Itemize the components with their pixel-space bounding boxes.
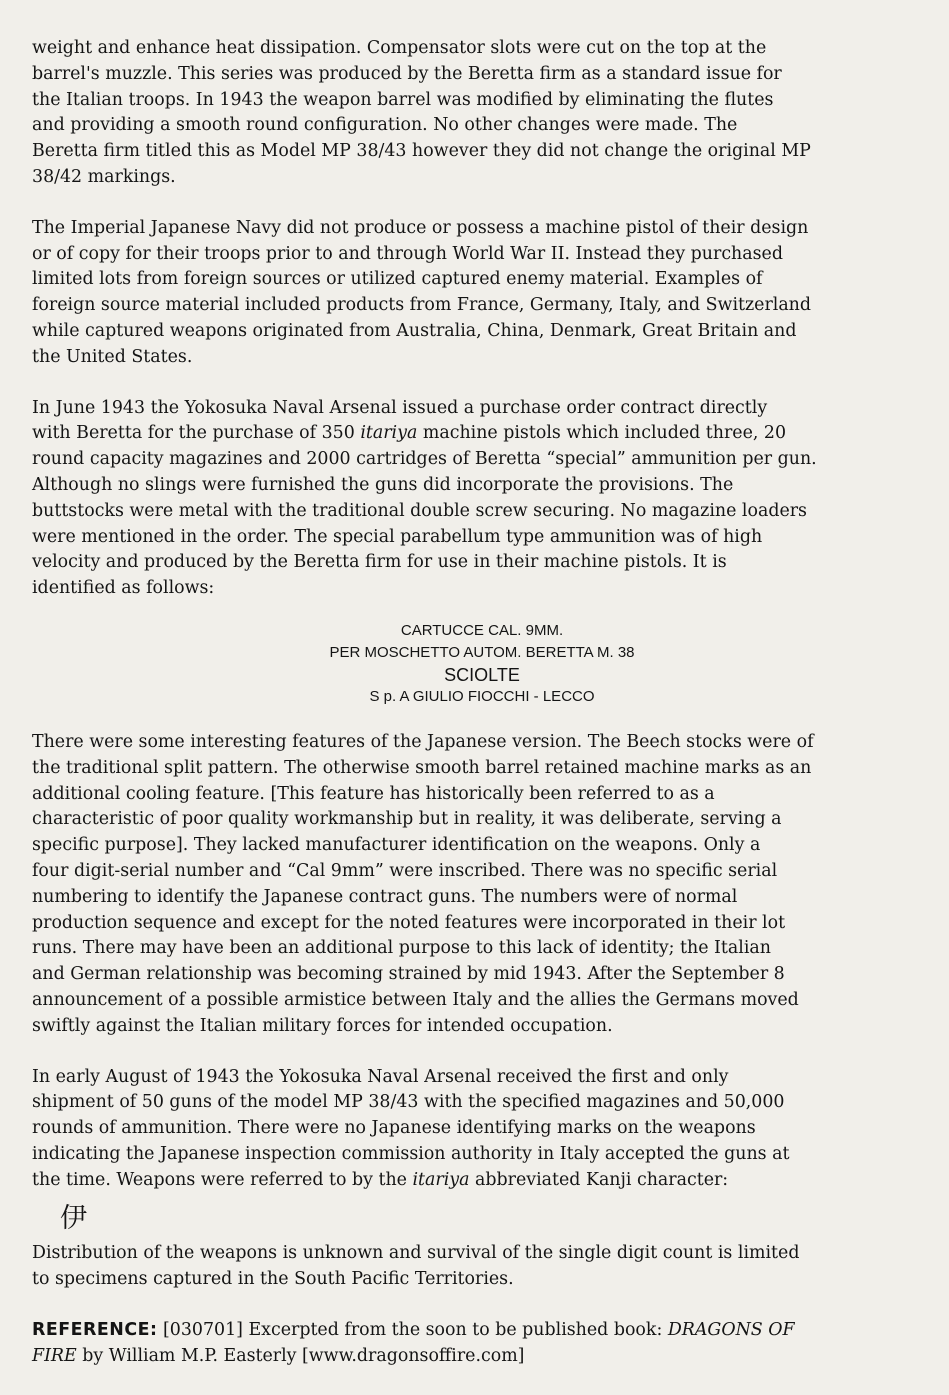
- text-line: four digit-serial number and “Cal 9mm” were inscribed. There was no specific serial: [32, 860, 778, 881]
- text-line: The Imperial Japanese Navy did not produce or possess a machine pistol of their design: [32, 217, 809, 238]
- cartridge-label-line: S p. A GIULIO FIOCCHI - LECCO: [369, 687, 595, 705]
- text-line: rounds of ammunition. There were no Japanese identifying marks on the weapons: [32, 1118, 756, 1139]
- text-line: and German relationship was becoming strained by mid 1943. After the September 8: [32, 964, 785, 985]
- cartridge-label-line: SCIOLTE: [444, 664, 520, 685]
- paragraph-distribution: [32, 1241, 932, 1293]
- text-line: Beretta firm titled this as Model MP 38/43 however they did not change the original MP: [32, 141, 811, 162]
- text-segment: the time. Weapons were referred to by the: [32, 1169, 413, 1190]
- reference-label: REFERENCE:: [32, 1320, 158, 1341]
- text-line: 38/42 markings.: [32, 166, 176, 187]
- text-line: swiftly against the Italian military forces for intended occupation.: [32, 1015, 613, 1036]
- italic-term: itariya: [412, 1169, 470, 1190]
- text-line: announcement of a possible armistice between Italy and the allies the Germans moved: [32, 989, 799, 1010]
- text-line: In early August of 1943 the Yokosuka Naval Arsenal received the first and only: [32, 1066, 729, 1087]
- text-segment: with Beretta for the purchase of 350: [32, 423, 361, 444]
- text-line: buttstocks were metal with the traditional double screw securing. No magazine loaders: [32, 500, 807, 521]
- text-line: the Italian troops. In 1943 the weapon barrel was modified by eliminating the flutes: [32, 89, 774, 110]
- cartridge-label: [32, 620, 932, 708]
- text-segment: machine pistols which included three, 20: [417, 423, 787, 444]
- kanji-character: 伊: [60, 1203, 87, 1235]
- text-line: velocity and produced by the Beretta firm for use in their machine pistols. It is: [32, 552, 727, 573]
- text-line: Although no slings were furnished the guns did incorporate the provisions. The: [32, 474, 734, 495]
- text-segment: abbreviated Kanji character:: [469, 1169, 729, 1190]
- text-line: limited lots from foreign sources or utilized captured enemy material. Examples of: [32, 269, 763, 290]
- text-line: Distribution of the weapons is unknown and survival of the single digit count is limited: [32, 1243, 800, 1264]
- cartridge-label-line: CARTUCCE CAL. 9MM.: [400, 621, 564, 639]
- text-line: and providing a smooth round configuration. No other changes were made. The: [32, 115, 738, 136]
- text-line: shipment of 50 guns of the model MP 38/43 with the specified magazines and 50,000: [32, 1092, 785, 1113]
- text-line: or of copy for their troops prior to and through World War II. Instead they purchased: [32, 243, 783, 264]
- reference-text: by William M.P. Easterly [www.dragonsoffire.com]: [76, 1345, 525, 1366]
- text-line: were mentioned in the order. The special parabellum type ammunition was of high: [32, 526, 763, 547]
- text-line: while captured weapons originated from Australia, China, Denmark, Great Britain and: [32, 320, 797, 341]
- text-line: production sequence and except for the noted features were incorporated in their lot: [32, 912, 786, 933]
- text-line: foreign source material included products from France, Germany, Italy, and Switzerland: [32, 295, 812, 316]
- cartridge-label-line: PER MOSCHETTO AUTOM. BERETTA M. 38: [329, 643, 635, 661]
- paragraph-japanese-version: [32, 730, 932, 1040]
- text-line: runs. There may have been an additional purpose to this lack of identity; the Italian: [32, 938, 771, 959]
- text-line: round capacity magazines and 2000 cartridges of Beretta “special” ammunition per gun.: [32, 449, 817, 470]
- document-page: [32, 36, 932, 1395]
- text-line: indicating the Japanese inspection commission authority in Italy accepted the guns at: [32, 1143, 790, 1164]
- book-title: DRAGONS OF: [667, 1320, 795, 1341]
- text-line: identified as follows:: [32, 578, 215, 599]
- text-line: additional cooling feature. [This feature has historically been referred to as a: [32, 783, 715, 804]
- paragraph-japanese-navy: [32, 216, 932, 371]
- text-line: numbering to identify the Japanese contract guns. The numbers were of normal: [32, 886, 738, 907]
- reference-block: [32, 1318, 932, 1370]
- text-line: barrel's muzzle. This series was produced by the Beretta firm as a standard issue for: [32, 63, 782, 84]
- italic-term: itariya: [360, 423, 418, 444]
- text-line: the United States.: [32, 346, 193, 367]
- text-line: [32, 1318, 932, 1344]
- text-line: the traditional split pattern. The otherwise smooth barrel retained machine marks as an: [32, 757, 812, 778]
- text-line: [32, 421, 932, 447]
- text-line: There were some interesting features of the Japanese version. The Beech stocks were of: [32, 731, 814, 752]
- text-line: [32, 1168, 932, 1194]
- paragraph-purchase-order: [32, 396, 932, 602]
- text-line: In June 1943 the Yokosuka Naval Arsenal issued a purchase order contract directly: [32, 397, 768, 418]
- text-line: to specimens captured in the South Pacific Territories.: [32, 1269, 514, 1290]
- paragraph-beretta-series: [32, 36, 932, 191]
- book-title: FIRE: [32, 1345, 77, 1366]
- text-line: weight and enhance heat dissipation. Compensator slots were cut on the top at the: [32, 38, 767, 58]
- text-line: [32, 1344, 932, 1370]
- text-line: characteristic of poor quality workmanship but in reality, it was deliberate, serving a: [32, 809, 782, 830]
- paragraph-august-shipment: [32, 1065, 932, 1194]
- reference-text: [030701] Excerpted from the soon to be published book:: [157, 1320, 668, 1341]
- text-line: specific purpose]. They lacked manufacturer identification on the weapons. Only a: [32, 835, 761, 856]
